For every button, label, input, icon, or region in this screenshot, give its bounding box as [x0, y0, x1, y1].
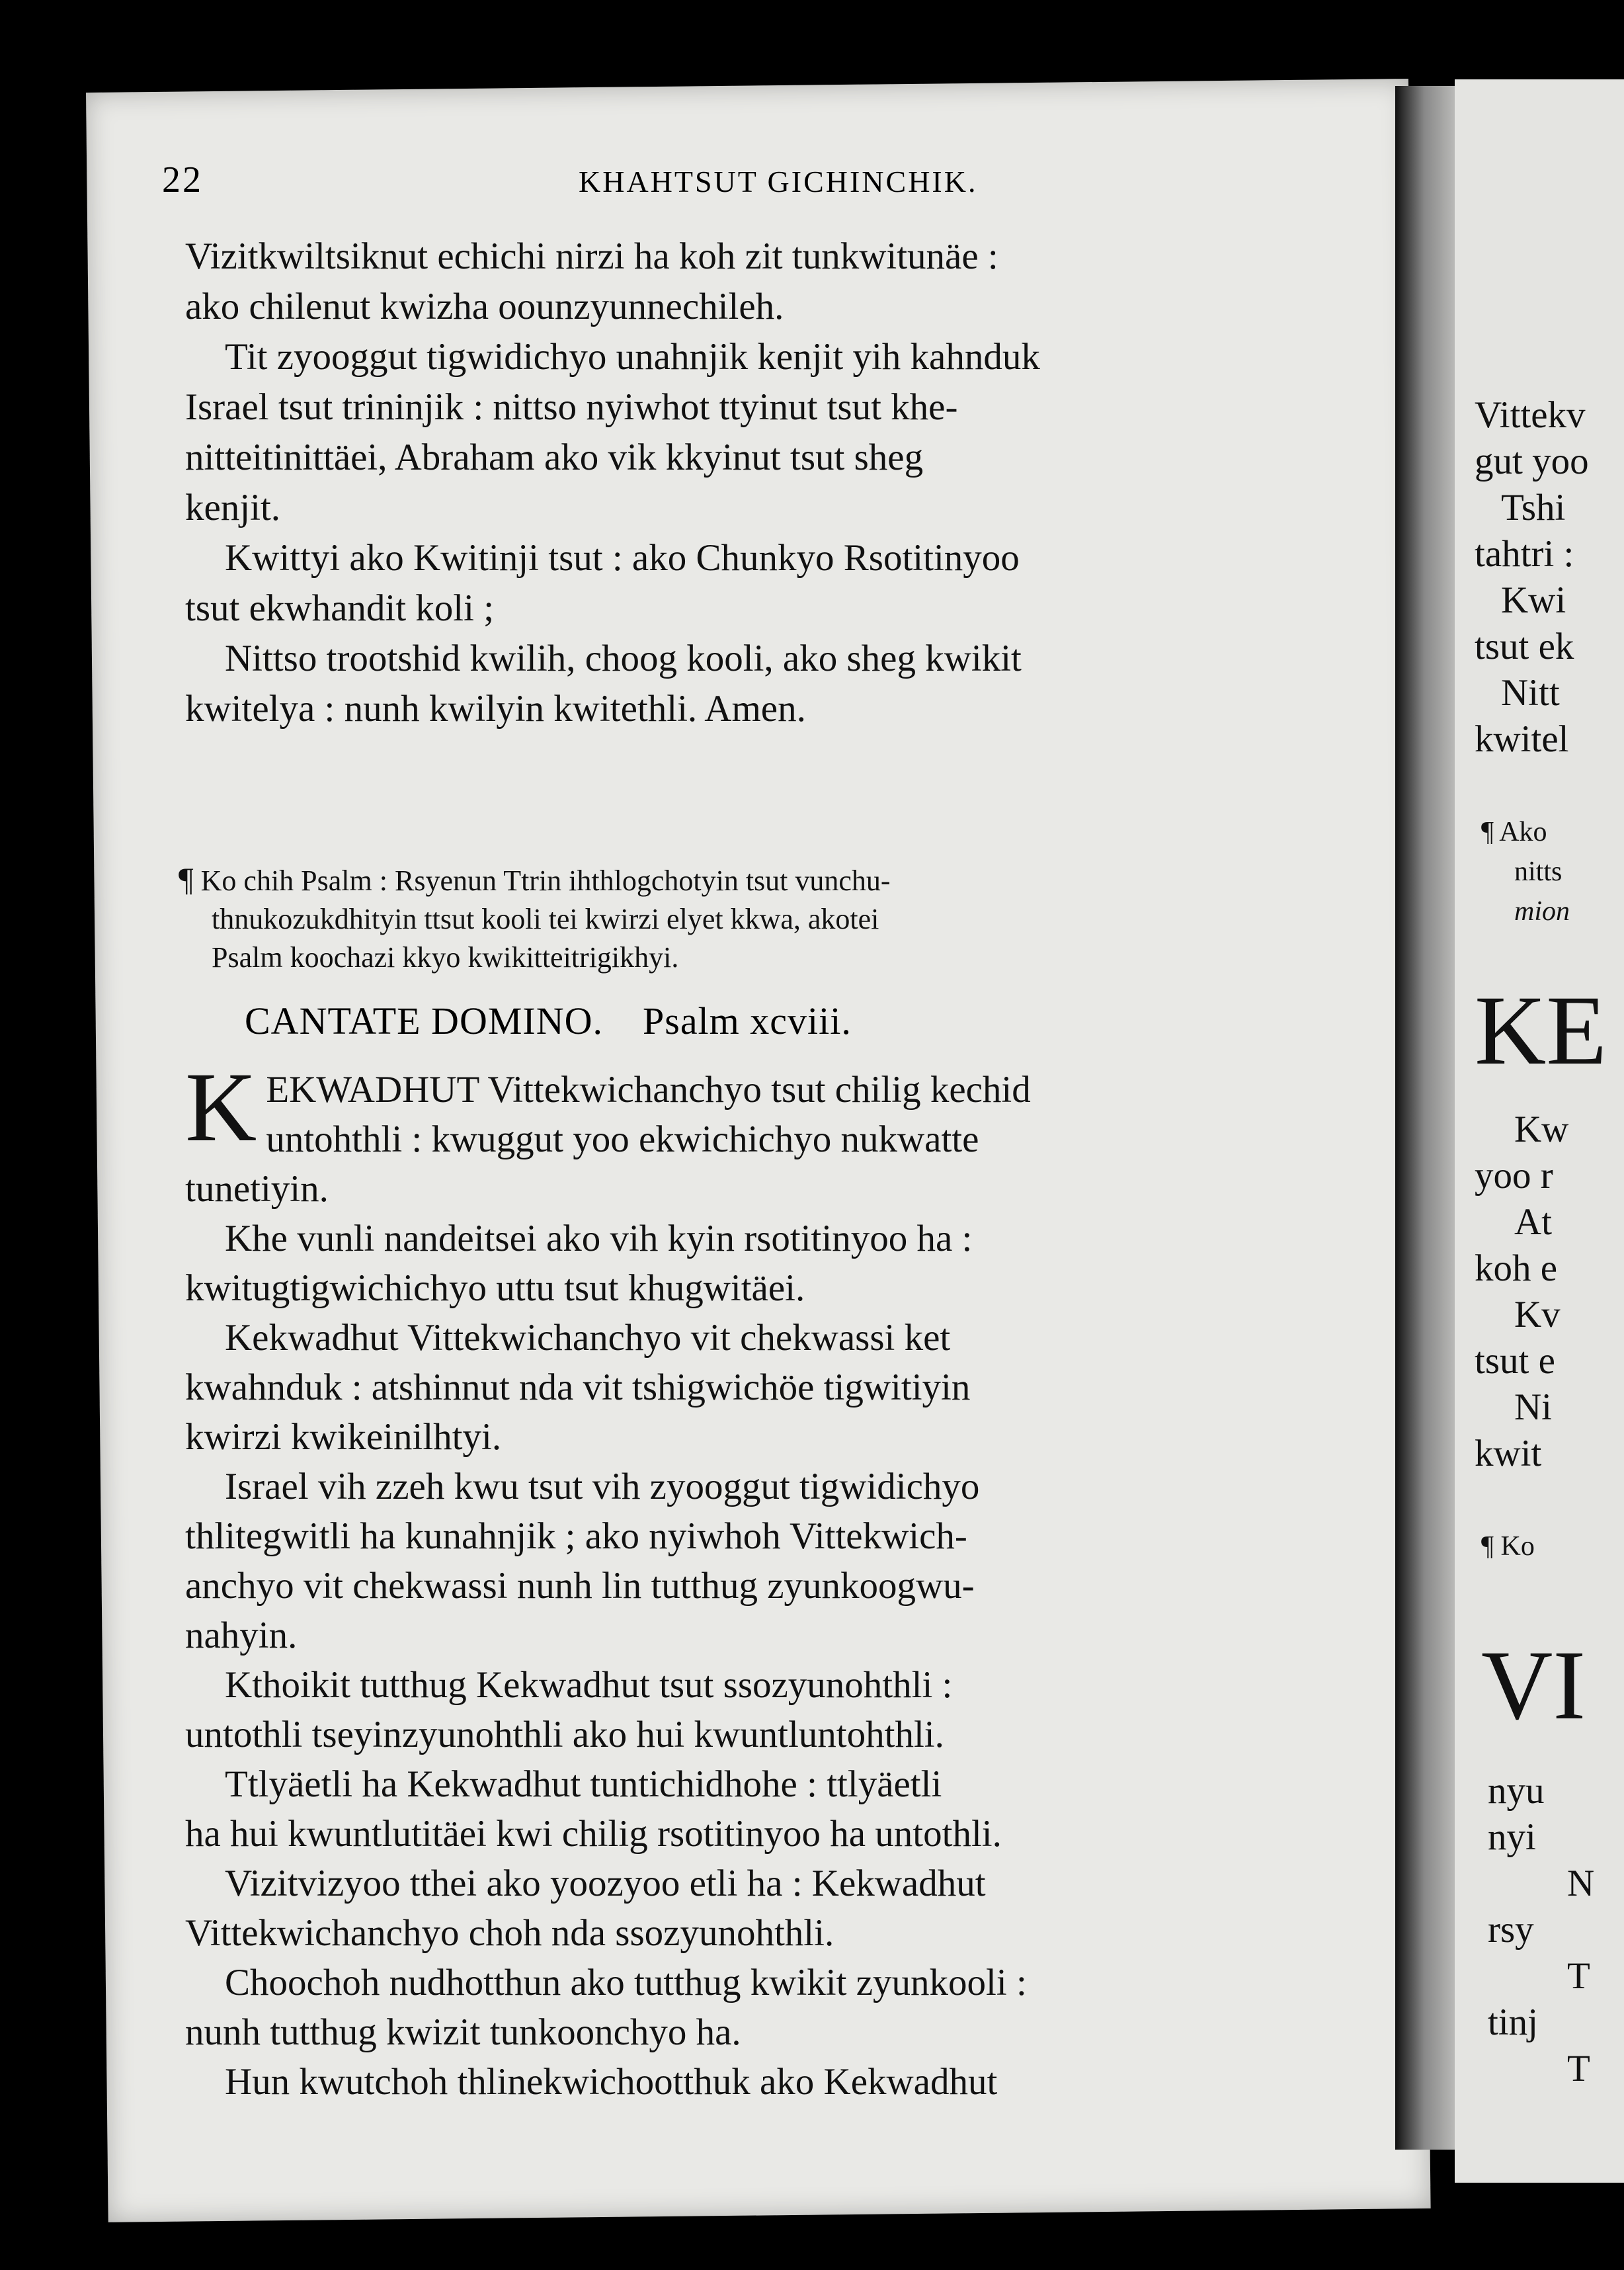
facing-line: nyi — [1488, 1816, 1536, 1858]
psalm-line: Vizitvizyoo tthei ako yoozyoo etli ha : Kekwadhut — [225, 1863, 986, 1904]
facing-line: tsut e — [1475, 1340, 1555, 1382]
psalm-line: Khe vunli nandeitsei ako vih kyin rsotitinyoo ha : — [225, 1218, 973, 1259]
rubric-line: Psalm koochazi kkyo kwikitteitrigikhyi. — [212, 941, 679, 974]
facing-line: rsy — [1488, 1909, 1534, 1951]
facing-line: N — [1567, 1863, 1595, 1904]
prayer-line: Vizitkwiltsiknut echichi nirzi ha koh zit tunkwitunäe : — [185, 235, 998, 277]
facing-line: kwit — [1475, 1433, 1542, 1474]
prayer-line: ako chilenut kwizha oounzyunnechileh. — [185, 286, 784, 327]
psalm-line: thlitegwitli ha kunahnjik ; ako nyiwhoh Vittekwich- — [185, 1515, 967, 1557]
facing-line: yoo r — [1475, 1155, 1553, 1197]
running-title: KHAHTSUT GICHINCHIK. — [579, 165, 978, 198]
facing-line: ¶ Ko — [1481, 1531, 1535, 1562]
rubric-text: Ko chih Psalm : Rsyenun Ttrin ihthlogchotyin tsut vunchu- — [200, 864, 891, 897]
facing-line: tsut ek — [1475, 626, 1574, 667]
facing-line: Kv — [1514, 1294, 1561, 1335]
facing-line: tahtri : — [1475, 533, 1574, 575]
prayer-line: tsut ekwhandit koli ; — [185, 587, 495, 629]
psalm-line: Israel vih zzeh kwu tsut vih zyooggut tigwidichyo — [225, 1466, 980, 1507]
facing-line: gut yoo — [1475, 441, 1589, 482]
prayer-line: Nittso trootshid kwilih, choog kooli, ako sheg kwikit — [225, 638, 1022, 679]
rubric-line: thnukozukdhityin ttsut kooli tei kwirzi elyet kkwa, akotei — [212, 903, 879, 935]
facing-line: mion — [1514, 896, 1570, 927]
psalm-line: nunh tutthug kwizit tunkoonchyo ha. — [185, 2011, 741, 2053]
psalm-heading — [245, 999, 1303, 1043]
psalm-line: Vittekwichanchyo choh nda ssozyunohthli. — [185, 1912, 834, 1954]
psalm-line: kwirzi kwikeinilhtyi. — [185, 1416, 502, 1458]
facing-line: nyu — [1488, 1770, 1545, 1812]
psalm-line: kwitugtigwichichyo uttu tsut khugwitäei. — [185, 1267, 805, 1309]
psalm-line: Kekwadhut Vittekwichanchyo vit chekwassi ket — [225, 1317, 951, 1359]
facing-line: Kw — [1514, 1109, 1569, 1150]
facing-line: Ni — [1514, 1386, 1552, 1428]
facing-line: Nitt — [1501, 672, 1560, 714]
psalm-line: EKWADHUT Vittekwichanchyo tsut chilig kechid — [266, 1069, 1031, 1111]
facing-line: ¶ Ako — [1481, 817, 1547, 847]
facing-drop-cap: VI — [1481, 1630, 1586, 1740]
psalm-line: Ttlyäetli ha Kekwadhut tuntichidhohe : ttlyäetli — [225, 1763, 942, 1805]
psalm-line: nahyin. — [185, 1615, 298, 1656]
psalm-text — [185, 1052, 1349, 2107]
facing-line: Kwi — [1501, 579, 1566, 621]
drop-cap: K — [185, 1052, 257, 1162]
facing-line: koh e — [1475, 1247, 1558, 1289]
facing-line: Vittekv — [1475, 394, 1586, 436]
psalm-line: Choochoh nudhotthun ako tutthug kwikit zyunkooli : — [225, 1962, 1027, 2003]
facing-line: nitts — [1514, 857, 1563, 887]
prayer-text — [185, 231, 1336, 734]
psalm-line: Kthoikit tutthug Kekwadhut tsut ssozyunohthli : — [225, 1664, 953, 1706]
running-head — [162, 159, 1326, 212]
rubric — [179, 860, 1342, 977]
facing-line: At — [1514, 1201, 1552, 1243]
facing-line: T — [1567, 1955, 1590, 1997]
psalm-line: ha hui kwuntlutitäei kwi chilig rsotitinyoo ha untothli. — [185, 1813, 1002, 1855]
psalm-line: kwahnduk : atshinnut nda vit tshigwichöe tigwitiyin — [185, 1366, 971, 1408]
facing-line: tinj — [1488, 2001, 1539, 2043]
rubric-line — [179, 860, 1342, 900]
prayer-line: Kwittyi ako Kwitinji tsut : ako Chunkyo Rsotitinyoo — [225, 537, 1020, 579]
psalm-title: CANTATE DOMINO. — [245, 999, 603, 1042]
book-page-right — [1455, 79, 1624, 2183]
pilcrow-icon: ¶ — [179, 861, 194, 898]
prayer-line: nitteitinittäei, Abraham ako vik kkyinut tsut sheg — [185, 437, 924, 478]
prayer-line: kwitelya : nunh kwilyin kwitethli. Amen. — [185, 688, 806, 730]
prayer-line: kenjit. — [185, 487, 281, 528]
psalm-line: untothli tseyinzyunohthli ako hui kwuntluntohthli. — [185, 1714, 944, 1755]
facing-line: kwitel — [1475, 718, 1569, 760]
psalm-line: untohthli : kwuggut yoo ekwichichyo nukwatte — [266, 1118, 979, 1160]
prayer-line: Tit zyooggut tigwidichyo unahnjik kenjit yih kahnduk — [225, 336, 1040, 378]
page-number: 22 — [162, 159, 203, 200]
facing-line: T — [1567, 2048, 1590, 2089]
psalm-line: anchyo vit chekwassi nunh lin tutthug zyunkoogwu- — [185, 1565, 975, 1607]
psalm-line: tunetiyin. — [185, 1168, 329, 1210]
facing-line: Tshi — [1501, 487, 1566, 528]
prayer-line: Israel tsut trininjik : nittso nyiwhot ttyinut tsut khe- — [185, 386, 958, 428]
facing-drop-cap: KE — [1475, 976, 1607, 1085]
psalm-number: Psalm xcviii. — [642, 999, 852, 1042]
psalm-line: Hun kwutchoh thlinekwichootthuk ako Kekwadhut — [225, 2061, 998, 2103]
